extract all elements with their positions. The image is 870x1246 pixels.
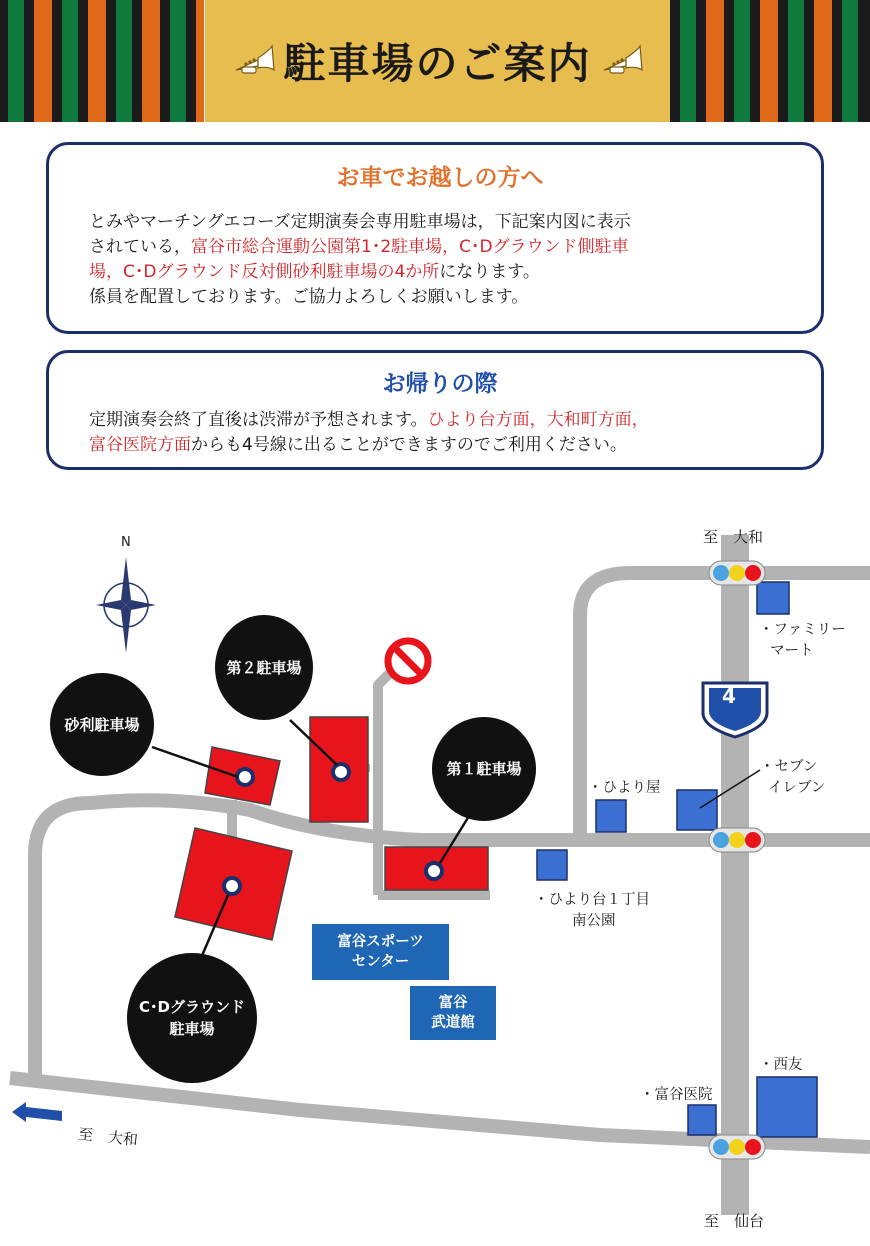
header-stripes-left xyxy=(0,0,204,122)
family-mart-label-2: マート xyxy=(770,643,814,659)
parking-map xyxy=(0,495,870,1246)
notice-by-car-line4: 係員を配置しております。ご協力よろしくお願いします。 xyxy=(89,287,529,307)
pin-parking-1 xyxy=(426,863,442,879)
trumpet-icon xyxy=(600,40,644,84)
notice-by-car-line1: とみやマーチングエコーズ定期演奏会専用駐車場は，下記案内図に表示 xyxy=(89,212,631,232)
nishitomo-marker xyxy=(757,1077,817,1137)
pin-parking-cd xyxy=(224,878,240,894)
dest-north-label: 至 大和 xyxy=(703,528,764,546)
family-mart-label: ・ファミリー xyxy=(759,622,846,638)
notice-return-line2: 富谷医院方面からも4号線に出ることができますのでご利用ください。 xyxy=(89,435,627,455)
header-banner xyxy=(0,0,870,122)
route-4-label: 4 xyxy=(722,684,736,708)
seven-eleven-label: ・セブン xyxy=(760,759,818,775)
parking-2-label: 第２駐車場 xyxy=(215,615,313,720)
nishitomo-label: ・西友 xyxy=(759,1057,803,1073)
hiyoriya-label: ・ひより屋 xyxy=(588,780,661,796)
budokan-label: 富谷 武道館 xyxy=(410,986,496,1040)
pin-parking-gravel xyxy=(237,769,253,785)
clinic-label: ・富谷医院 xyxy=(640,1087,713,1103)
dest-west-label: 至 大和 xyxy=(77,1124,139,1150)
compass-n-label: N xyxy=(121,535,131,550)
seven-eleven-label-2: イレブン xyxy=(768,780,826,796)
header-stripes-right xyxy=(670,0,870,122)
page-title: 駐車場のご案内 xyxy=(283,39,592,88)
park-label-2: 南公園 xyxy=(572,913,616,929)
park-label: ・ひより台１丁目 xyxy=(534,892,650,908)
sports-center-label: 富谷スポーツ センター xyxy=(312,924,449,980)
pin-parking-2 xyxy=(333,764,349,780)
notice-return xyxy=(46,350,824,470)
notice-by-car-line2: されている，富谷市総合運動公園第1･2駐車場，C･Dグラウンド側駐車 xyxy=(89,237,629,257)
seven-eleven-marker xyxy=(677,790,717,830)
parking-cd-label: C･Dグラウンド 駐車場 xyxy=(127,953,257,1083)
family-mart-marker xyxy=(757,582,789,614)
parking-gravel-label: 砂利駐車場 xyxy=(50,673,154,776)
notice-by-car xyxy=(46,142,824,334)
park-marker xyxy=(537,850,567,880)
notice-return-heading: お帰りの際 xyxy=(382,371,498,397)
hiyoriya-marker xyxy=(596,800,626,832)
dest-south-label: 至 仙台 xyxy=(704,1212,765,1230)
compass-icon xyxy=(96,557,156,653)
notice-by-car-line3: 場，C･Dグラウンド反対側砂利駐車場の4か所になります。 xyxy=(89,262,540,282)
traffic-light-middle xyxy=(709,828,765,852)
notice-by-car-heading: お車でお越しの方へ xyxy=(336,165,544,191)
trumpet-icon xyxy=(232,40,276,84)
notice-return-line1: 定期演奏会終了直後は渋滞が予想されます。ひより台方面，大和町方面， xyxy=(89,410,649,430)
traffic-light-north xyxy=(709,561,765,585)
clinic-marker xyxy=(688,1105,716,1135)
arrow-west-icon xyxy=(12,1102,62,1122)
no-entry-sign-icon xyxy=(388,641,428,681)
traffic-light-south xyxy=(709,1135,765,1159)
parking-1-label: 第１駐車場 xyxy=(432,717,536,821)
